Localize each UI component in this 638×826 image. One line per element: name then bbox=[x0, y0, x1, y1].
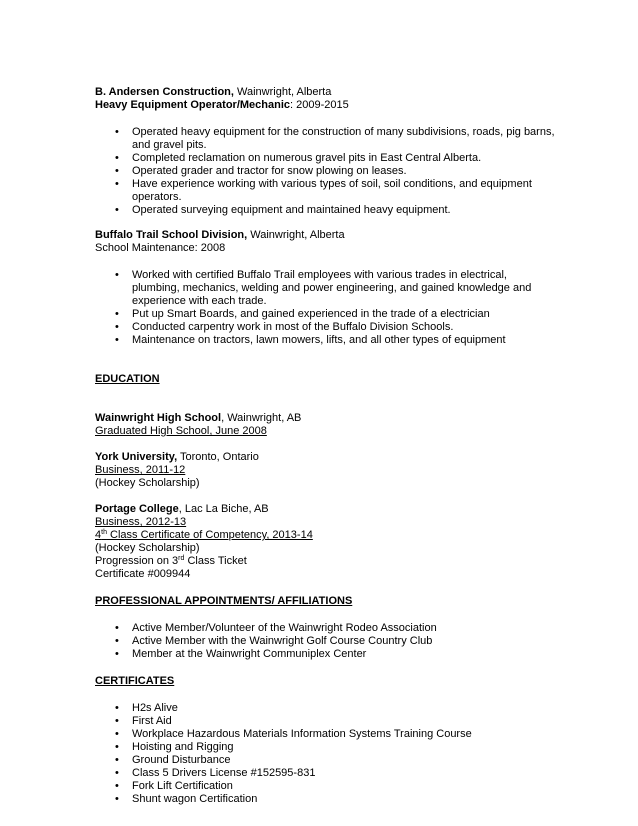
company-name: B. Andersen Construction, bbox=[95, 86, 234, 98]
list-item: • Fork Lift Certification bbox=[115, 780, 233, 792]
school-location: , Lac La Biche, AB bbox=[178, 503, 269, 515]
bullet-icon: • bbox=[115, 715, 119, 727]
bullet-icon: • bbox=[115, 308, 119, 320]
list-item: • Active Member/Volunteer of the Wainwright Rodeo Association bbox=[115, 622, 437, 634]
bullet-icon: • bbox=[115, 321, 119, 333]
school-note: (Hockey Scholarship) bbox=[95, 542, 200, 554]
certificates-list bbox=[95, 702, 555, 806]
bullet-icon: • bbox=[115, 754, 119, 766]
school-header bbox=[95, 412, 555, 425]
school-name: Wainwright High School bbox=[95, 412, 222, 424]
job-title: School Maintenance: 2008 bbox=[95, 242, 226, 254]
list-item: • Completed reclamation on numerous gravel pits in East Central Alberta. bbox=[115, 152, 482, 164]
school-certificate: 4th Class Certificate of Competency, 2013-14 bbox=[95, 529, 313, 541]
school-location: , Wainwright, AB bbox=[221, 412, 302, 424]
bullet-icon: • bbox=[115, 793, 119, 805]
school-program: Business, 2011-12 bbox=[95, 464, 186, 476]
bullet-icon: • bbox=[115, 269, 119, 281]
affiliations-list bbox=[95, 622, 555, 661]
list-item: • Ground Disturbance bbox=[115, 754, 231, 766]
certificate-number: Certificate #009944 bbox=[95, 568, 191, 580]
list-item: • Workplace Hazardous Materials Information Systems Training Course bbox=[115, 728, 472, 740]
bullet-icon: • bbox=[115, 622, 119, 634]
list-item: • Class 5 Drivers License #152595-831 bbox=[115, 767, 316, 779]
list-item: • Worked with certified Buffalo Trail employees with various trades in electrical, plumbing, mechanics, welding and power engineering, and gained knowledge and experience with each trade. bbox=[115, 269, 532, 307]
job-dates: : 2009-2015 bbox=[290, 99, 349, 111]
list-item: • Conducted carpentry work in most of the Buffalo Division Schools. bbox=[115, 321, 454, 333]
list-item: • H2s Alive bbox=[115, 702, 178, 714]
bullet-icon: • bbox=[115, 741, 119, 753]
bullet-icon: • bbox=[115, 648, 119, 660]
company-location: Wainwright, Alberta bbox=[250, 229, 345, 241]
list-item: • Maintenance on tractors, lawn mowers, lifts, and all other types of equipment bbox=[115, 334, 506, 346]
list-item: • Shunt wagon Certification bbox=[115, 793, 258, 805]
school-note: (Hockey Scholarship) bbox=[95, 477, 200, 489]
job-duties-list bbox=[95, 269, 555, 347]
list-item: • Operated heavy equipment for the construction of many subdivisions, roads, pig barns, and gravel pits. bbox=[115, 126, 555, 151]
school-name: Portage College bbox=[95, 503, 179, 515]
section-heading-education: EDUCATION bbox=[95, 373, 160, 385]
school-progression: Progression on 3rd Class Ticket bbox=[95, 555, 247, 567]
bullet-icon: • bbox=[115, 152, 119, 164]
job-title: Heavy Equipment Operator/Mechanic bbox=[95, 99, 290, 111]
school-header bbox=[95, 451, 555, 464]
job-header bbox=[95, 229, 555, 242]
list-item: • Operated grader and tractor for snow plowing on leases. bbox=[115, 165, 407, 177]
bullet-icon: • bbox=[115, 178, 119, 190]
school-program: Business, 2012-13 bbox=[95, 516, 187, 528]
school-detail: Graduated High School, June 2008 bbox=[95, 425, 267, 437]
resume-page bbox=[95, 86, 555, 806]
school-header bbox=[95, 503, 555, 516]
bullet-icon: • bbox=[115, 635, 119, 647]
list-item: • Operated surveying equipment and maintained heavy equipment. bbox=[115, 204, 451, 216]
bullet-icon: • bbox=[115, 165, 119, 177]
bullet-icon: • bbox=[115, 780, 119, 792]
company-name: Buffalo Trail School Division, bbox=[95, 229, 248, 241]
list-item: • First Aid bbox=[115, 715, 172, 727]
job-title-line bbox=[95, 99, 555, 112]
bullet-icon: • bbox=[115, 728, 119, 740]
job-duties-list bbox=[95, 126, 555, 217]
school-location: Toronto, Ontario bbox=[179, 451, 259, 463]
bullet-icon: • bbox=[115, 767, 119, 779]
bullet-icon: • bbox=[115, 204, 119, 216]
list-item: • Put up Smart Boards, and gained experienced in the trade of a electrician bbox=[115, 308, 490, 320]
bullet-icon: • bbox=[115, 334, 119, 346]
section-heading-affiliations: PROFESSIONAL APPOINTMENTS/ AFFILIATIONS bbox=[95, 595, 353, 607]
list-item: • Member at the Wainwright Communiplex Center bbox=[115, 648, 367, 660]
job-header bbox=[95, 86, 555, 99]
company-location: Wainwright, Alberta bbox=[237, 86, 332, 98]
list-item: • Have experience working with various types of soil, soil conditions, and equipment operators. bbox=[115, 178, 532, 203]
school-name: York University, bbox=[95, 451, 178, 463]
bullet-icon: • bbox=[115, 126, 119, 138]
section-heading-certificates: CERTIFICATES bbox=[95, 675, 175, 687]
list-item: • Hoisting and Rigging bbox=[115, 741, 234, 753]
list-item: • Active Member with the Wainwright Golf Course Country Club bbox=[115, 635, 433, 647]
bullet-icon: • bbox=[115, 702, 119, 714]
